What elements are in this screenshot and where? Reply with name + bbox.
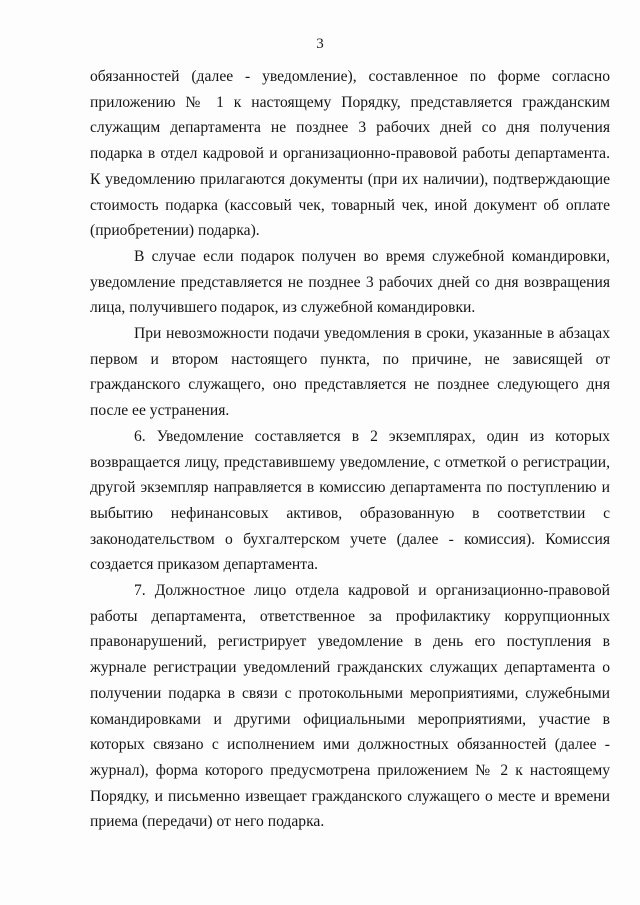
paragraph-item-7: 7. Должностное лицо отдела кадровой и организационно-правовой работы департамента, ответственное за профилактику коррупционных правонарушений, регистрирует уведомление в день его поступления в журнале регистрации уведомлений гражданских служащих департамента о получении подарка в связи с протокольными мероприятиями, служебными командировками и другими официальными мероприятиями, участие в которых связано с исполнением ими должностных обязанностей (далее - журнал), форма которого предусмотрена приложением № 2 к настоящему Порядку, и письменно извещает гражданского служащего о месте и времени приема (передачи) от него подарка. xyxy=(90,582,610,831)
paragraph-impossibility: При невозможности подачи уведомления в сроки, указанные в абзацах первом и втором настоящего пункта, по причине, не зависящей от гражданского служащего, оно представляется не позднее следующего дня после ее устранения. xyxy=(90,325,610,420)
paragraph-continuation: обязанностей (далее - уведомление), составленное по форме согласно приложению № 1 к настоящему Порядку, представляется гражданским служащим департамента не позднее 3 рабочих дней со дня получения подарка в отдел кадровой и организационно-правовой работы департамента. К уведомлению прилагаются документы (при их наличии), подтверждающие стоимость подарка (кассовый чек, товарный чек, иной документ об оплате (приобретении) подарка). xyxy=(90,68,610,240)
page-number: 3 xyxy=(316,36,324,52)
paragraph-item-6: 6. Уведомление составляется в 2 экземплярах, один из которых возвращается лицу, представившему уведомление, с отметкой о регистрации, другой экземпляр направляется в комиссию департамента по поступлению и выбытию нефинансовых активов, образованную в соответствии с законодательством о бухгалтерском учете (далее - комиссия). Комиссия создается приказом департамента. xyxy=(90,427,610,574)
paragraph-business-trip: В случае если подарок получен во время служебной командировки, уведомление представляется не позднее 3 рабочих дней со дня возвращения лица, получившего подарок, из служебной командировки. xyxy=(90,247,610,317)
document-body xyxy=(90,64,610,835)
